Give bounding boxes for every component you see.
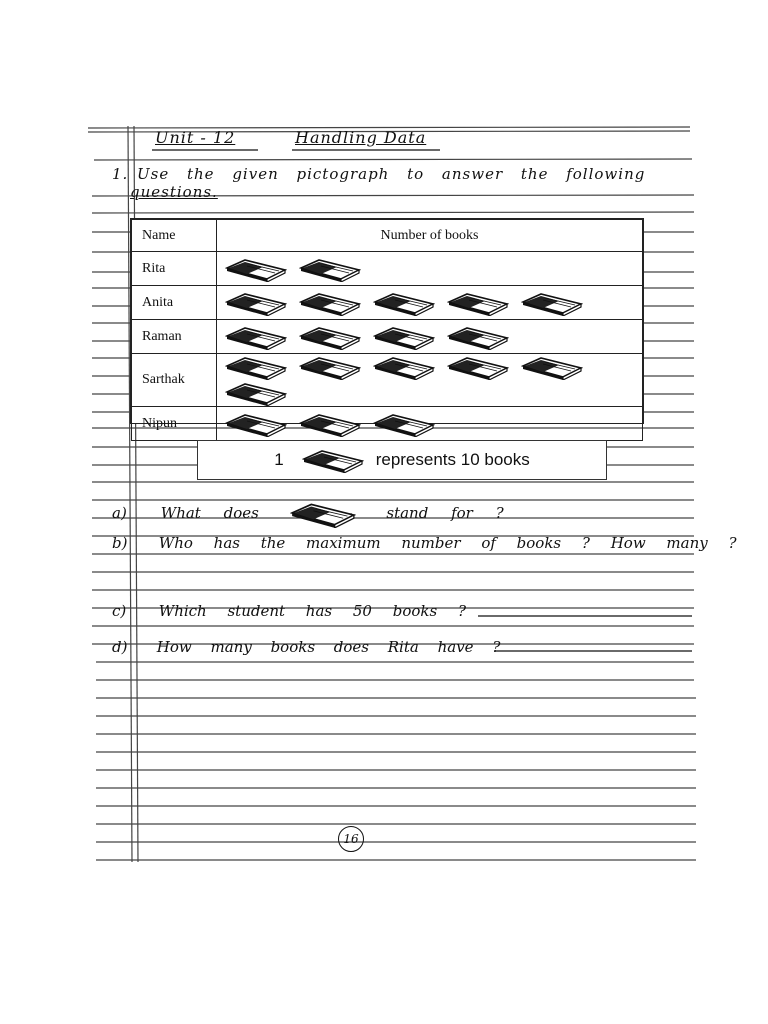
pictograph-rows (132, 252, 643, 441)
sub-question-label: c) (112, 602, 127, 620)
sub-question-label: d) (112, 638, 128, 656)
sub-question-d (112, 638, 500, 656)
row-name: Raman (132, 320, 217, 354)
book-icon (225, 380, 287, 406)
topic-title: Handling Data (295, 128, 427, 147)
book-icon (447, 354, 509, 380)
book-icon (299, 256, 361, 282)
table-row (132, 320, 643, 354)
book-icon (225, 411, 287, 437)
row-books (217, 354, 643, 407)
row-books (217, 252, 643, 286)
row-name: Anita (132, 286, 217, 320)
sub-question-c (112, 602, 466, 620)
row-books (217, 407, 643, 441)
column-header-books: Number of books (217, 220, 643, 252)
sub-question-text: Who has the maximum number of books ? How many ? (158, 534, 737, 552)
page-number: 16 (338, 826, 364, 852)
unit-title: Unit - 12 (155, 128, 236, 147)
book-icon (373, 411, 435, 437)
book-icon (447, 290, 509, 316)
sub-question-text-after: stand for ? (386, 504, 504, 522)
column-header-name: Name (132, 220, 217, 252)
book-icon (373, 324, 435, 350)
pictograph-key (197, 440, 607, 480)
book-icon (447, 324, 509, 350)
pictograph-grid (131, 219, 643, 441)
sub-question-a (112, 500, 504, 528)
row-name: Rita (132, 252, 217, 286)
book-icon (225, 290, 287, 316)
table-row (132, 286, 643, 320)
book-icon (521, 354, 583, 380)
book-icon (225, 354, 287, 380)
book-icon (299, 290, 361, 316)
book-icon (299, 411, 361, 437)
question-text-line1: Use the given pictograph to answer the following (137, 165, 646, 183)
sub-question-label: b) (112, 534, 128, 552)
book-icon (302, 447, 364, 473)
book-icon (299, 354, 361, 380)
sub-question-text: How many books does Rita have ? (156, 638, 501, 656)
sub-question-text: Which student has 50 books ? (158, 602, 466, 620)
book-icon (299, 324, 361, 350)
book-icon (521, 290, 583, 316)
key-number: 1 (274, 450, 284, 469)
row-name: Nipun (132, 407, 217, 441)
book-icon (373, 354, 435, 380)
sub-question-text-before: What does (160, 504, 259, 522)
question-number: 1. (112, 165, 129, 183)
sub-question-b (112, 534, 737, 552)
table-row (132, 252, 643, 286)
table-row (132, 354, 643, 407)
table-header-row (132, 220, 643, 252)
book-icon (225, 324, 287, 350)
row-books (217, 286, 643, 320)
row-books (217, 320, 643, 354)
question-text-line2: questions. (130, 183, 218, 201)
row-name: Sarthak (132, 354, 217, 407)
book-icon (225, 256, 287, 282)
key-text: represents 10 books (375, 450, 530, 469)
book-icon (373, 290, 435, 316)
table-row (132, 407, 643, 441)
pictograph-table (130, 218, 644, 431)
book-icon (290, 500, 356, 528)
sub-question-label: a) (112, 504, 127, 522)
